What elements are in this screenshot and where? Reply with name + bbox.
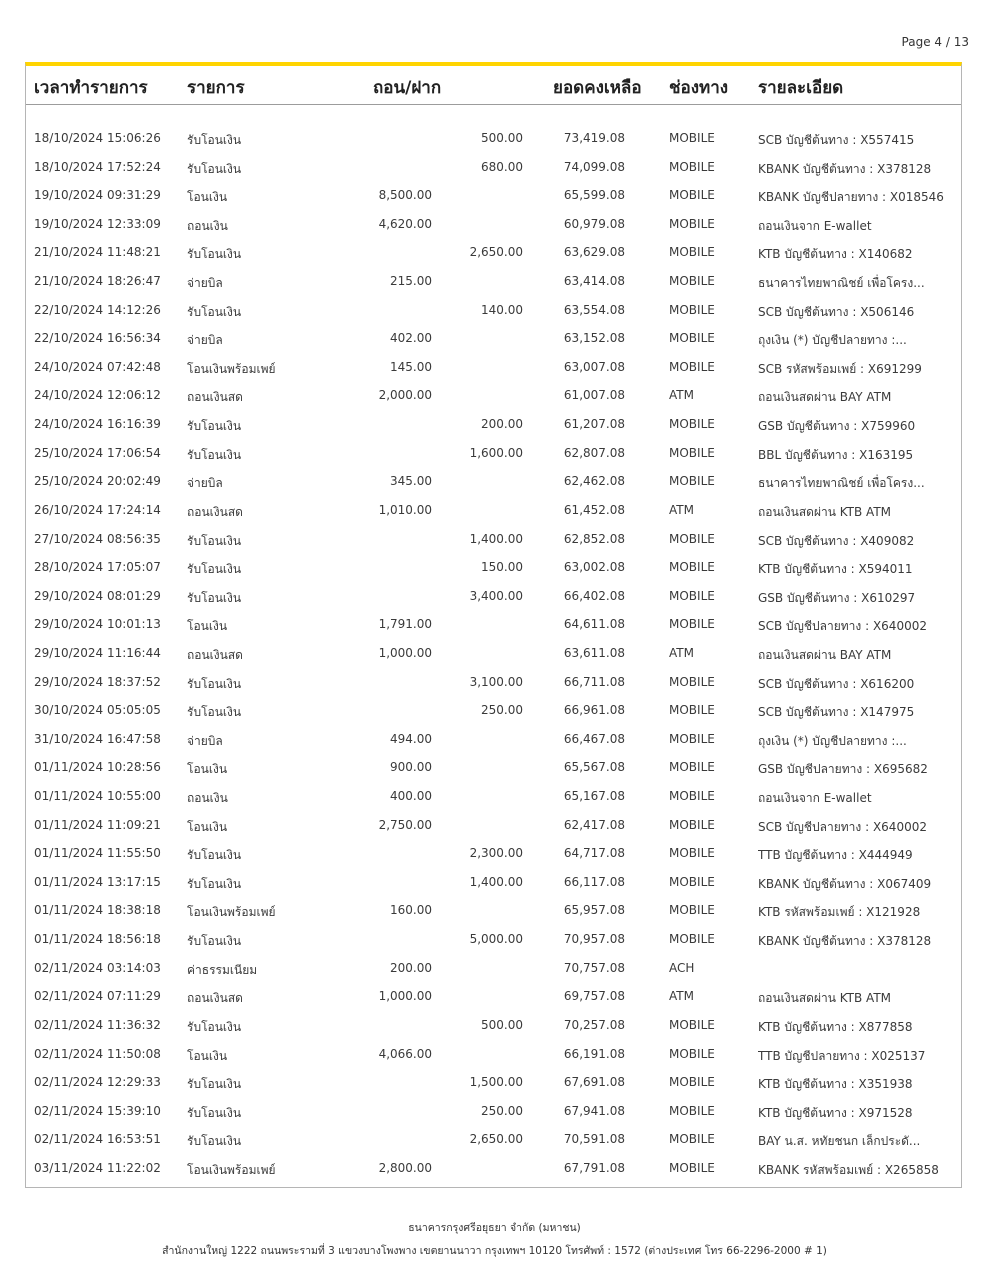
row-channel: MOBILE xyxy=(669,932,715,947)
table-row xyxy=(26,982,961,1011)
row-balance: 63,629.08 xyxy=(563,245,625,260)
row-channel: MOBILE xyxy=(669,1160,715,1175)
table-row xyxy=(26,296,961,325)
row-channel: MOBILE xyxy=(669,903,715,918)
page-number: Page 4 / 13 xyxy=(901,35,969,49)
row-detail: SCB บัญชีปลายทาง : X640002 xyxy=(758,819,927,834)
table-row xyxy=(26,381,961,410)
row-detail: ถอนเงินจาก E-wallet xyxy=(758,791,872,806)
row-detail: BAY น.ส. หทัยชนก เล็กประดั... xyxy=(758,1134,921,1149)
table-row xyxy=(26,553,961,582)
row-withdraw: 4,066.00 xyxy=(378,1046,432,1061)
row-deposit: 140.00 xyxy=(481,302,523,317)
row-date: 21/10/2024 11:48:21 xyxy=(34,245,161,260)
row-deposit: 680.00 xyxy=(481,159,523,174)
row-balance: 70,257.08 xyxy=(563,1017,625,1032)
row-channel: MOBILE xyxy=(669,531,715,546)
table-row xyxy=(26,1125,961,1154)
row-withdraw: 900.00 xyxy=(390,760,432,775)
header-channel: ช่องทาง xyxy=(669,78,729,98)
row-balance: 65,957.08 xyxy=(563,903,625,918)
row-date: 25/10/2024 17:06:54 xyxy=(34,445,161,460)
table-row xyxy=(26,1154,961,1183)
row-deposit: 2,650.00 xyxy=(469,1132,523,1147)
row-description: รับโอนเงิน xyxy=(187,562,242,577)
table-row xyxy=(26,925,961,954)
row-date: 02/11/2024 03:14:03 xyxy=(34,960,161,975)
row-deposit: 2,300.00 xyxy=(469,846,523,861)
table-row xyxy=(26,153,961,182)
table-row xyxy=(26,954,961,983)
row-balance: 66,402.08 xyxy=(563,588,625,603)
row-deposit: 5,000.00 xyxy=(469,932,523,947)
row-description: รับโอนเงิน xyxy=(187,133,242,147)
row-description: รับโอนเงิน xyxy=(187,848,242,863)
row-channel: MOBILE xyxy=(669,1046,715,1061)
row-description: โอนเงิน xyxy=(187,619,228,634)
row-detail: KTB บัญชีต้นทาง : X971528 xyxy=(758,1105,913,1120)
row-description: รับโอนเงิน xyxy=(187,1105,242,1120)
row-date: 30/10/2024 05:05:05 xyxy=(34,703,161,718)
row-balance: 66,191.08 xyxy=(563,1046,625,1061)
row-date: 22/10/2024 16:56:34 xyxy=(34,331,161,346)
row-balance: 61,452.08 xyxy=(563,502,625,517)
row-date: 01/11/2024 11:55:50 xyxy=(34,846,161,861)
row-withdraw: 1,000.00 xyxy=(378,989,432,1004)
row-detail: GSB บัญชีต้นทาง : X610297 xyxy=(758,590,916,605)
table-row xyxy=(26,696,961,725)
row-description: โอนเงินพร้อมเพย์ xyxy=(187,361,276,376)
table-row xyxy=(26,439,961,468)
row-detail: KTB บัญชีต้นทาง : X877858 xyxy=(758,1019,913,1034)
row-channel: MOBILE xyxy=(669,674,715,689)
table-row xyxy=(26,1097,961,1126)
table-row xyxy=(26,1011,961,1040)
row-detail: KBANK บัญชีปลายทาง : X018546 xyxy=(758,190,944,205)
row-channel: MOBILE xyxy=(669,216,715,231)
table-row xyxy=(26,238,961,267)
table-header xyxy=(26,66,961,105)
row-deposit: 1,500.00 xyxy=(469,1075,523,1090)
table-row xyxy=(26,896,961,925)
table-row xyxy=(26,410,961,439)
row-description: โอนเงินพร้อมเพย์ xyxy=(187,1162,276,1177)
row-description: โอนเงิน xyxy=(187,1048,228,1063)
row-withdraw: 145.00 xyxy=(390,359,432,374)
row-date: 29/10/2024 10:01:13 xyxy=(34,617,161,632)
row-date: 22/10/2024 14:12:26 xyxy=(34,302,161,317)
row-date: 02/11/2024 12:29:33 xyxy=(34,1075,161,1090)
row-description: รับโอนเงิน xyxy=(187,1077,242,1092)
row-detail: ธนาคารไทยพาณิชย์ เพื่อโครง... xyxy=(758,276,925,291)
row-description: รับโอนเงิน xyxy=(187,705,242,720)
row-detail: ถอนเงินสดผ่าน KTB ATM xyxy=(758,504,892,519)
header-withdraw-deposit: ถอน/ฝาก xyxy=(373,78,442,98)
row-detail: TTB บัญชีปลายทาง : X025137 xyxy=(758,1048,926,1063)
row-balance: 66,117.08 xyxy=(563,874,625,889)
table-row xyxy=(26,467,961,496)
row-withdraw: 160.00 xyxy=(390,903,432,918)
row-description: จ่ายบิล xyxy=(187,476,223,491)
table-row xyxy=(26,496,961,525)
row-channel: MOBILE xyxy=(669,188,715,203)
row-detail: SCB บัญชีต้นทาง : X506146 xyxy=(758,304,915,319)
row-balance: 66,711.08 xyxy=(563,674,625,689)
row-channel: MOBILE xyxy=(669,617,715,632)
row-date: 02/11/2024 07:11:29 xyxy=(34,989,161,1004)
row-balance: 69,757.08 xyxy=(563,989,625,1004)
row-channel: ACH xyxy=(669,960,695,975)
row-description: ถอนเงิน xyxy=(187,791,228,806)
table-row xyxy=(26,610,961,639)
row-channel: MOBILE xyxy=(669,274,715,289)
row-detail: SCB บัญชีต้นทาง : X616200 xyxy=(758,676,915,691)
footer-bank-name: ธนาคารกรุงศรีอยุธยา จำกัด (มหาชน) xyxy=(408,1222,581,1234)
row-balance: 62,462.08 xyxy=(563,474,625,489)
row-balance: 65,167.08 xyxy=(563,789,625,804)
row-withdraw: 1,010.00 xyxy=(378,502,432,517)
row-balance: 66,467.08 xyxy=(563,731,625,746)
row-balance: 62,852.08 xyxy=(563,531,625,546)
row-date: 24/10/2024 12:06:12 xyxy=(34,388,161,403)
row-withdraw: 200.00 xyxy=(390,960,432,975)
row-withdraw: 494.00 xyxy=(390,731,432,746)
row-detail: SCB รหัสพร้อมเพย์ : X691299 xyxy=(758,361,922,376)
row-description: โอนเงินพร้อมเพย์ xyxy=(187,905,276,920)
header-detail: รายละเอียด xyxy=(758,78,844,98)
row-balance: 67,791.08 xyxy=(563,1160,625,1175)
row-withdraw: 2,750.00 xyxy=(378,817,432,832)
row-deposit: 200.00 xyxy=(481,417,523,432)
row-description: รับโอนเงิน xyxy=(187,247,242,262)
row-description: รับโอนเงิน xyxy=(187,676,242,691)
row-channel: MOBILE xyxy=(669,445,715,460)
row-balance: 70,757.08 xyxy=(563,960,625,975)
row-balance: 61,007.08 xyxy=(563,388,625,403)
header-description: รายการ xyxy=(187,78,245,98)
header-datetime: เวลาทำรายการ xyxy=(34,78,148,98)
row-description: รับโอนเงิน xyxy=(187,419,242,434)
row-detail: ถอนเงินสดผ่าน BAY ATM xyxy=(758,390,892,405)
row-balance: 63,007.08 xyxy=(563,359,625,374)
row-balance: 67,691.08 xyxy=(563,1075,625,1090)
row-detail: KBANK บัญชีต้นทาง : X067409 xyxy=(758,876,932,891)
row-balance: 65,567.08 xyxy=(563,760,625,775)
row-date: 24/10/2024 07:42:48 xyxy=(34,359,161,374)
row-date: 25/10/2024 20:02:49 xyxy=(34,474,161,489)
row-detail: KBANK บัญชีต้นทาง : X378128 xyxy=(758,161,932,176)
row-channel: MOBILE xyxy=(669,1132,715,1147)
row-withdraw: 345.00 xyxy=(390,474,432,489)
row-detail: SCB บัญชีต้นทาง : X409082 xyxy=(758,533,915,548)
row-channel: MOBILE xyxy=(669,588,715,603)
row-description: รับโอนเงิน xyxy=(187,876,242,891)
row-detail: ถุงเงิน (*) บัญชีปลายทาง :... xyxy=(758,333,907,348)
row-channel: MOBILE xyxy=(669,131,715,145)
row-description: ถอนเงินสด xyxy=(187,504,243,519)
row-detail: GSB บัญชีต้นทาง : X759960 xyxy=(758,419,916,434)
row-detail: KTB บัญชีต้นทาง : X140682 xyxy=(758,247,913,262)
row-description: จ่ายบิล xyxy=(187,333,223,348)
row-withdraw: 402.00 xyxy=(390,331,432,346)
row-deposit: 250.00 xyxy=(481,703,523,718)
row-detail: TTB บัญชีต้นทาง : X444949 xyxy=(758,848,913,863)
row-description: รับโอนเงิน xyxy=(187,533,242,548)
row-channel: MOBILE xyxy=(669,817,715,832)
row-detail: SCB บัญชีต้นทาง : X557415 xyxy=(758,133,915,147)
row-channel: MOBILE xyxy=(669,760,715,775)
transaction-list xyxy=(26,124,961,1183)
row-balance: 64,717.08 xyxy=(563,846,625,861)
row-deposit: 3,100.00 xyxy=(469,674,523,689)
row-description: ถอนเงิน xyxy=(187,218,228,233)
table-row xyxy=(26,1040,961,1069)
table-row xyxy=(26,124,961,153)
row-deposit: 2,650.00 xyxy=(469,245,523,260)
row-balance: 70,591.08 xyxy=(563,1132,625,1147)
row-date: 19/10/2024 12:33:09 xyxy=(34,216,161,231)
row-balance: 74,099.08 xyxy=(563,159,625,174)
row-balance: 66,961.08 xyxy=(563,703,625,718)
table-row xyxy=(26,1068,961,1097)
row-balance: 64,611.08 xyxy=(563,617,625,632)
row-withdraw: 4,620.00 xyxy=(378,216,432,231)
row-balance: 62,807.08 xyxy=(563,445,625,460)
row-balance: 63,002.08 xyxy=(563,560,625,575)
row-date: 29/10/2024 08:01:29 xyxy=(34,588,161,603)
row-channel: MOBILE xyxy=(669,331,715,346)
row-channel: ATM xyxy=(669,388,694,403)
table-row xyxy=(26,353,961,382)
row-detail: KBANK บัญชีต้นทาง : X378128 xyxy=(758,934,932,949)
row-balance: 62,417.08 xyxy=(563,817,625,832)
row-description: รับโอนเงิน xyxy=(187,1019,242,1034)
row-date: 19/10/2024 09:31:29 xyxy=(34,188,161,203)
table-row xyxy=(26,639,961,668)
row-detail: KTB บัญชีต้นทาง : X594011 xyxy=(758,562,913,577)
row-channel: MOBILE xyxy=(669,731,715,746)
row-date: 01/11/2024 11:09:21 xyxy=(34,817,161,832)
row-date: 02/11/2024 11:36:32 xyxy=(34,1017,161,1032)
table-row xyxy=(26,839,961,868)
row-date: 01/11/2024 10:55:00 xyxy=(34,789,161,804)
row-channel: MOBILE xyxy=(669,846,715,861)
table-row xyxy=(26,868,961,897)
row-channel: MOBILE xyxy=(669,474,715,489)
table-row xyxy=(26,725,961,754)
row-description: รับโอนเงิน xyxy=(187,590,242,605)
row-date: 02/11/2024 11:50:08 xyxy=(34,1046,161,1061)
row-detail: KTB รหัสพร้อมเพย์ : X121928 xyxy=(758,905,921,920)
table-row xyxy=(26,210,961,239)
row-withdraw: 400.00 xyxy=(390,789,432,804)
row-deposit: 3,400.00 xyxy=(469,588,523,603)
table-row xyxy=(26,668,961,697)
row-detail: ถุงเงิน (*) บัญชีปลายทาง :... xyxy=(758,733,907,748)
row-detail: KBANK รหัสพร้อมเพย์ : X265858 xyxy=(758,1162,939,1177)
row-channel: MOBILE xyxy=(669,874,715,889)
row-balance: 70,957.08 xyxy=(563,932,625,947)
row-deposit: 250.00 xyxy=(481,1103,523,1118)
row-description: ถอนเงินสด xyxy=(187,647,243,662)
row-channel: MOBILE xyxy=(669,245,715,260)
row-description: โอนเงิน xyxy=(187,190,228,205)
table-row xyxy=(26,782,961,811)
row-date: 18/10/2024 15:06:26 xyxy=(34,131,161,145)
row-description: โอนเงิน xyxy=(187,762,228,777)
row-detail: BBL บัญชีต้นทาง : X163195 xyxy=(758,447,914,462)
row-channel: MOBILE xyxy=(669,1075,715,1090)
row-description: รับโอนเงิน xyxy=(187,934,242,949)
table-row xyxy=(26,582,961,611)
row-description: ถอนเงินสด xyxy=(187,390,243,405)
row-description: โอนเงิน xyxy=(187,819,228,834)
row-description: รับโอนเงิน xyxy=(187,447,242,462)
row-balance: 73,419.08 xyxy=(563,131,625,145)
row-date: 21/10/2024 18:26:47 xyxy=(34,274,161,289)
table-row xyxy=(26,525,961,554)
table-row xyxy=(26,181,961,210)
row-channel: MOBILE xyxy=(669,302,715,317)
row-channel: MOBILE xyxy=(669,159,715,174)
row-channel: ATM xyxy=(669,645,694,660)
row-detail: ถอนเงินจาก E-wallet xyxy=(758,218,872,233)
row-description: จ่ายบิล xyxy=(187,276,223,291)
footer-address: สำนักงานใหญ่ 1222 ถนนพระรามที่ 3 แขวงบางโพงพาง เขตยานนาวา กรุงเทพฯ 10120 โทรศัพท์ : 1572 (ต่างประเทศ โทร 66-2296-2000 # 1) xyxy=(162,1245,827,1257)
row-withdraw: 1,000.00 xyxy=(378,645,432,660)
row-detail: SCB บัญชีปลายทาง : X640002 xyxy=(758,619,927,634)
row-detail: ธนาคารไทยพาณิชย์ เพื่อโครง... xyxy=(758,476,925,491)
row-balance: 60,979.08 xyxy=(563,216,625,231)
row-detail: SCB บัญชีต้นทาง : X147975 xyxy=(758,705,915,720)
row-date: 18/10/2024 17:52:24 xyxy=(34,159,161,174)
row-date: 02/11/2024 16:53:51 xyxy=(34,1132,161,1147)
row-detail: ถอนเงินสดผ่าน BAY ATM xyxy=(758,647,892,662)
header-balance: ยอดคงเหลือ xyxy=(553,78,642,98)
row-deposit: 1,600.00 xyxy=(469,445,523,460)
row-channel: MOBILE xyxy=(669,359,715,374)
row-channel: MOBILE xyxy=(669,1017,715,1032)
row-balance: 63,611.08 xyxy=(563,645,625,660)
row-withdraw: 215.00 xyxy=(390,274,432,289)
row-channel: ATM xyxy=(669,502,694,517)
row-balance: 61,207.08 xyxy=(563,417,625,432)
row-balance: 65,599.08 xyxy=(563,188,625,203)
row-deposit: 150.00 xyxy=(481,560,523,575)
row-date: 26/10/2024 17:24:14 xyxy=(34,502,161,517)
row-detail: ถอนเงินสดผ่าน KTB ATM xyxy=(758,991,892,1006)
row-date: 28/10/2024 17:05:07 xyxy=(34,560,161,575)
row-channel: MOBILE xyxy=(669,417,715,432)
row-channel: MOBILE xyxy=(669,1103,715,1118)
row-deposit: 500.00 xyxy=(481,131,523,145)
table-row xyxy=(26,811,961,840)
row-date: 29/10/2024 18:37:52 xyxy=(34,674,161,689)
row-description: รับโอนเงิน xyxy=(187,304,242,319)
row-channel: MOBILE xyxy=(669,703,715,718)
row-date: 31/10/2024 16:47:58 xyxy=(34,731,161,746)
row-date: 24/10/2024 16:16:39 xyxy=(34,417,161,432)
row-description: ค่าธรรมเนียม xyxy=(187,962,258,977)
row-balance: 63,414.08 xyxy=(563,274,625,289)
row-date: 01/11/2024 18:38:18 xyxy=(34,903,161,918)
row-date: 03/11/2024 11:22:02 xyxy=(34,1160,161,1175)
row-description: ถอนเงินสด xyxy=(187,991,243,1006)
row-detail: KTB บัญชีต้นทาง : X351938 xyxy=(758,1077,913,1092)
row-date: 27/10/2024 08:56:35 xyxy=(34,531,161,546)
row-date: 02/11/2024 15:39:10 xyxy=(34,1103,161,1118)
row-balance: 63,554.08 xyxy=(563,302,625,317)
row-date: 01/11/2024 18:56:18 xyxy=(34,932,161,947)
row-date: 29/10/2024 11:16:44 xyxy=(34,645,161,660)
row-withdraw: 1,791.00 xyxy=(378,617,432,632)
row-date: 01/11/2024 10:28:56 xyxy=(34,760,161,775)
row-channel: ATM xyxy=(669,989,694,1004)
row-deposit: 500.00 xyxy=(481,1017,523,1032)
row-deposit: 1,400.00 xyxy=(469,874,523,889)
row-balance: 63,152.08 xyxy=(563,331,625,346)
table-row xyxy=(26,267,961,296)
row-channel: MOBILE xyxy=(669,560,715,575)
row-withdraw: 8,500.00 xyxy=(378,188,432,203)
row-description: รับโอนเงิน xyxy=(187,161,242,176)
row-balance: 67,941.08 xyxy=(563,1103,625,1118)
row-date: 01/11/2024 13:17:15 xyxy=(34,874,161,889)
table-row xyxy=(26,324,961,353)
row-deposit: 1,400.00 xyxy=(469,531,523,546)
row-description: รับโอนเงิน xyxy=(187,1134,242,1149)
statement-table xyxy=(25,62,962,1188)
row-detail: GSB บัญชีปลายทาง : X695682 xyxy=(758,762,928,777)
row-withdraw: 2,000.00 xyxy=(378,388,432,403)
row-description: จ่ายบิล xyxy=(187,733,223,748)
table-row xyxy=(26,753,961,782)
row-withdraw: 2,800.00 xyxy=(378,1160,432,1175)
row-channel: MOBILE xyxy=(669,789,715,804)
